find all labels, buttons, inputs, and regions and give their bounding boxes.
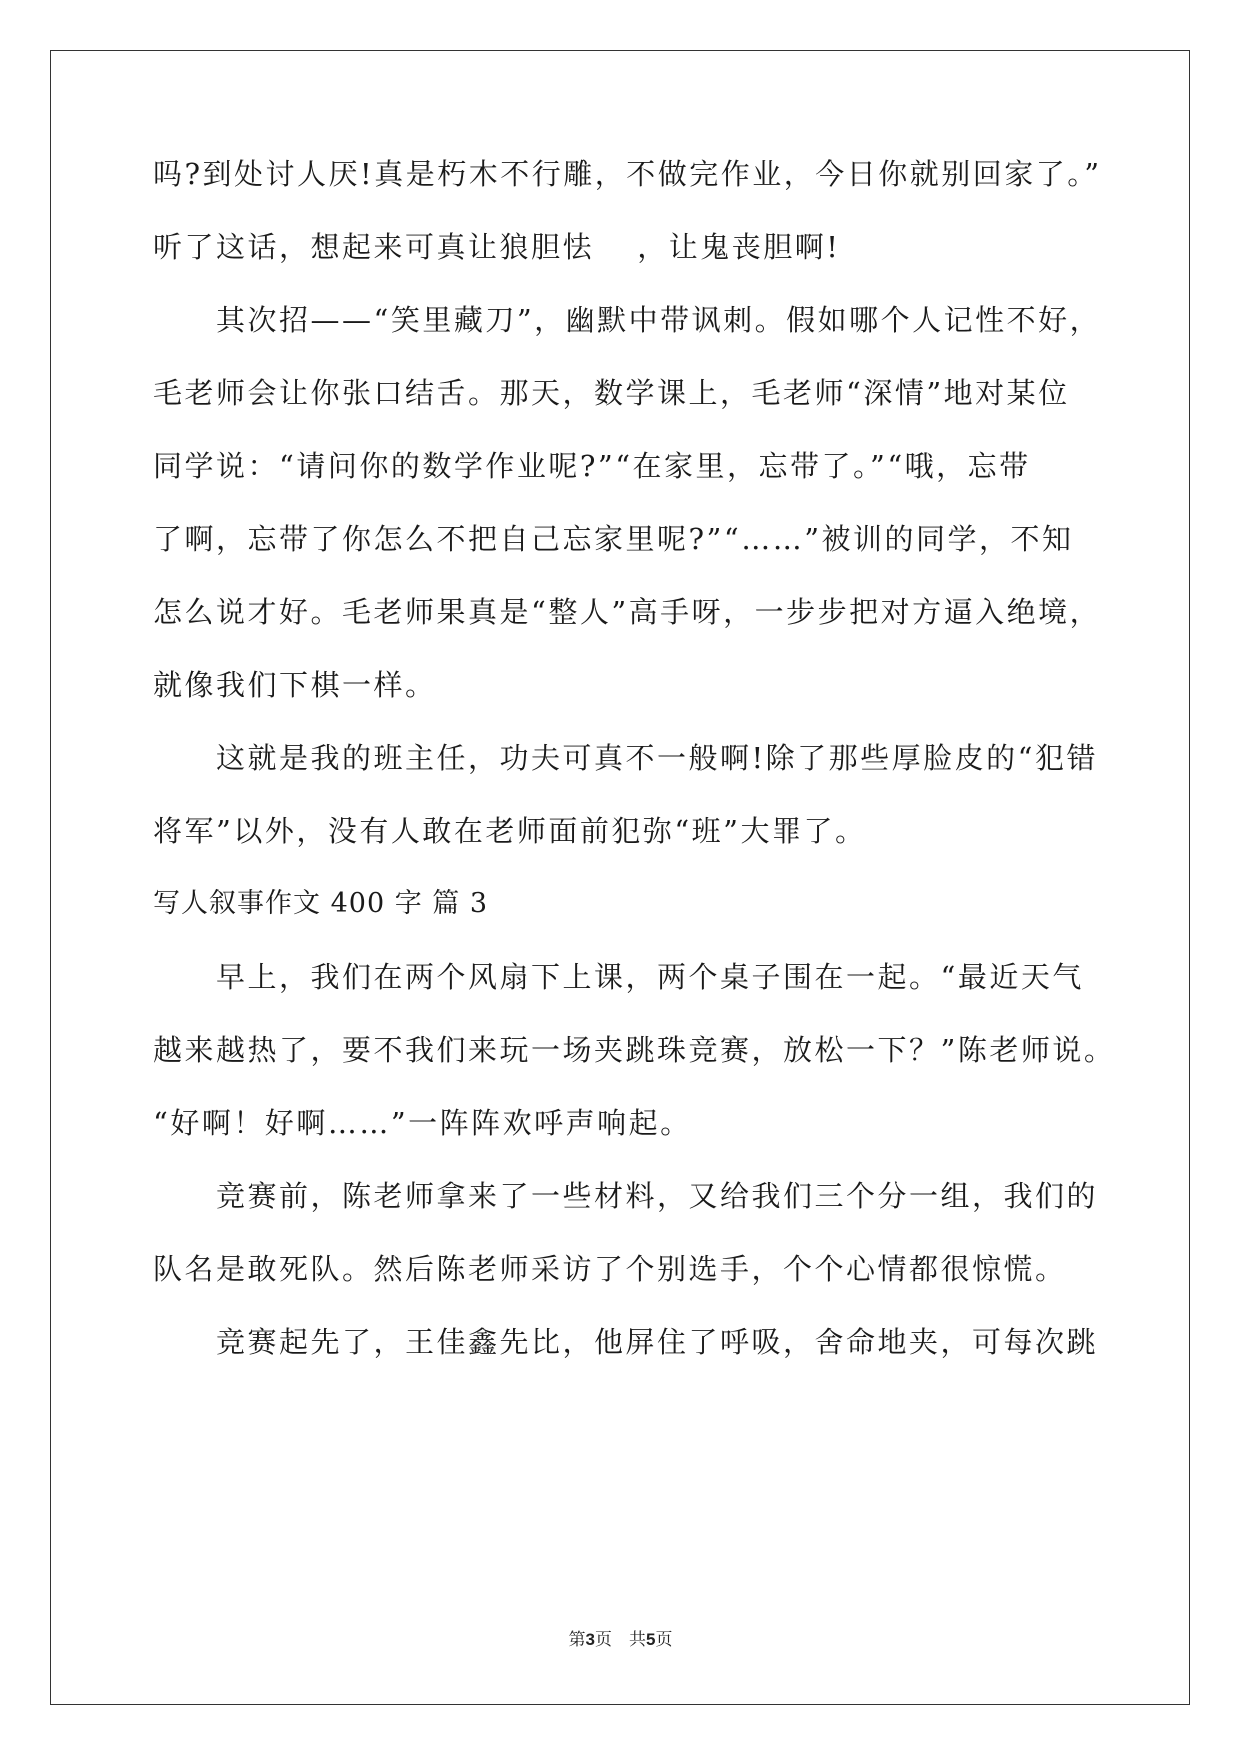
paragraph-start: 早上，我们在两个风扇下上课，两个桌子围在一起。“最近天气 (216, 960, 1084, 994)
text-line: 将军”以外，没有人敢在老师面前犯弥“班”大罪了。 (153, 814, 867, 848)
text-line: 队名是敢死队。然后陈老师采访了个别选手，个个心情都很惊慌。 (153, 1252, 1067, 1286)
text-line: 听了这话，想起来可真让狼胆怯 ，让鬼丧胆啊! (153, 230, 841, 264)
text-line: “好啊！好啊……”一阵阵欢呼声响起。 (153, 1106, 692, 1140)
total-page-number: 5 (646, 1630, 656, 1649)
page-border (50, 50, 1190, 1705)
text-line: 同学说：“请问你的数学作业呢?”“在家里，忘带了。”“哦，忘带 (153, 449, 1031, 483)
paragraph-start: 竞赛起先了，王佳鑫先比，他屏住了呼吸，舍命地夹，可每次跳 (216, 1325, 1099, 1359)
section-heading: 写人叙事作文 400 字 篇 3 (153, 888, 489, 919)
text-line: 毛老师会让你张口结舌。那天，数学课上，毛老师“深情”地对某位 (153, 376, 1070, 410)
paragraph-start: 其次招——“笑里藏刀”，幽默中带讽刺。假如哪个人记性不好， (216, 303, 1102, 337)
paragraph-start: 竞赛前，陈老师拿来了一些材料，又给我们三个分一组，我们的 (216, 1179, 1099, 1213)
text-line: 越来越热了，要不我们来玩一场夹跳珠竞赛，放松一下？”陈老师说。 (153, 1033, 1116, 1067)
text-line: 怎么说才好。毛老师果真是“整人”高手呀，一步步把对方逼入绝境， (153, 595, 1102, 629)
footer-mid: 页 共 (595, 1630, 646, 1650)
text-line: 了啊，忘带了你怎么不把自己忘家里呢?”“……”被训的同学，不知 (153, 522, 1074, 556)
footer-prefix: 第 (568, 1630, 586, 1650)
page-footer (0, 1630, 1241, 1650)
current-page-number: 3 (585, 1630, 595, 1649)
text-line: 吗?到处讨人厌!真是朽木不行雕，不做完作业，今日你就别回家了。” (153, 157, 1102, 191)
footer-suffix: 页 (655, 1630, 673, 1650)
text-line: 就像我们下棋一样。 (153, 668, 437, 702)
paragraph-start: 这就是我的班主任，功夫可真不一般啊!除了那些厚脸皮的“犯错 (216, 741, 1098, 775)
